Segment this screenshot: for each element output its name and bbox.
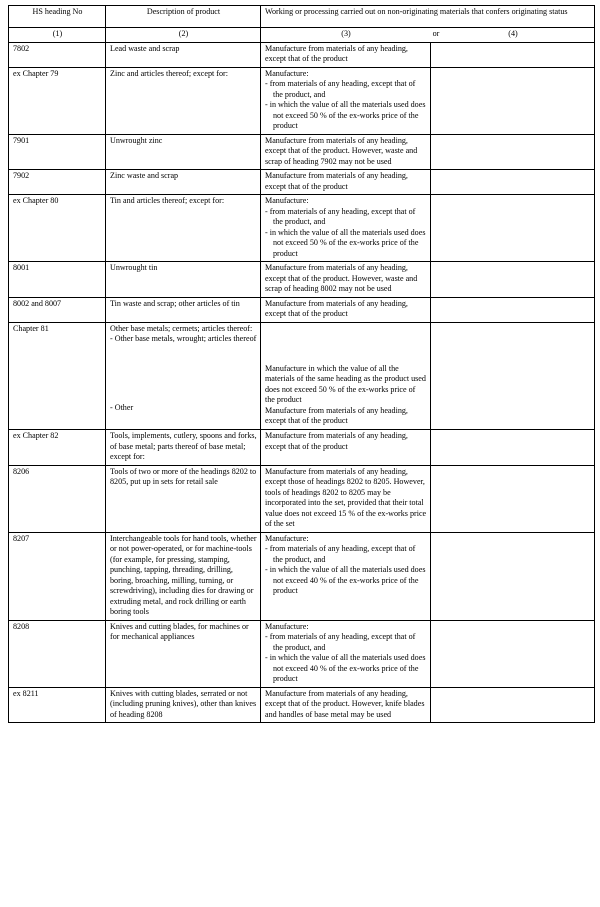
table-row <box>9 134 595 170</box>
product-description: Lead waste and scrap <box>106 42 261 67</box>
table-row <box>9 322 595 429</box>
desc-line: - Other base metals, wrought; articles thereof <box>110 334 257 344</box>
hs-code: ex Chapter 79 <box>9 67 106 134</box>
col-number-or-label: or <box>432 29 440 38</box>
processing-rule: Manufacture from materials of any heading, except that of the product <box>261 297 431 322</box>
desc-line: - Other <box>110 402 134 412</box>
rule-line: Manufacture: <box>265 533 309 543</box>
rule-line: Manufacture: <box>265 621 309 631</box>
processing-rule-alt <box>431 322 595 429</box>
product-description: Tools of two or more of the headings 8202 to 8205, put up in sets for retail sale <box>106 465 261 532</box>
header-working-processing: Working or processing carried out on non-originating materials that confers originating status <box>261 6 595 28</box>
col-number-2: (2) <box>106 28 261 43</box>
table-row <box>9 620 595 687</box>
product-description: Unwrought zinc <box>106 134 261 170</box>
processing-rule <box>261 620 431 687</box>
rule-line: - in which the value of all the materials used does not exceed 50 % of the ex-works price of the product <box>265 227 426 258</box>
col-number-3-4 <box>261 28 595 43</box>
product-description: Unwrought tin <box>106 262 261 298</box>
header-hs-heading: HS heading No <box>9 6 106 28</box>
processing-rule-alt <box>431 532 595 620</box>
processing-rule-alt <box>431 465 595 532</box>
origin-rules-table <box>8 5 595 723</box>
processing-rule: Manufacture from materials of any heading, except those of headings 8202 to 8205. However, tools of headings 8202 to 8205 may be incorporated into the set, provided that their total value does not exceed 15 % of the ex-works price of the set <box>261 465 431 532</box>
rule-line: Manufacture: <box>265 68 309 78</box>
rule-line: - from materials of any heading, except that of the product, and <box>265 79 416 99</box>
desc-line: Other base metals; cermets; articles thereof: <box>110 323 253 333</box>
table-row <box>9 297 595 322</box>
rule-line: - in which the value of all the materials used does not exceed 40 % of the ex-works price of the product <box>265 653 426 684</box>
table-row <box>9 465 595 532</box>
hs-code: ex 8211 <box>9 687 106 723</box>
processing-rule-alt <box>431 297 595 322</box>
processing-rule-alt <box>431 262 595 298</box>
processing-rule-alt <box>431 429 595 465</box>
hs-code: 7901 <box>9 134 106 170</box>
processing-rule <box>261 67 431 134</box>
product-description: Interchangeable tools for hand tools, whether or not power-operated, or for machine-tools (for example, for pressing, stamping, punching, tapping, threading, drilling, boring, broaching, milling, turning, or screwdriving), including dies for drawing or extruding metal, and rock drilling or earth boring tools <box>106 532 261 620</box>
product-description: Knives with cutting blades, serrated or not (including pruning knives), other than knives of heading 8208 <box>106 687 261 723</box>
hs-code: 8002 and 8007 <box>9 297 106 322</box>
table-column-number-row <box>9 28 595 43</box>
col-number-3: (3) <box>341 29 351 38</box>
rule-line: - from materials of any heading, except that of the product, and <box>265 544 416 564</box>
rule-line: - in which the value of all the materials used does not exceed 40 % of the ex-works price of the product <box>265 565 426 596</box>
rule-line: Manufacture in which the value of all the materials of the same heading as the product used does not exceed 50 % of the ex-works price of the product <box>265 363 426 405</box>
table-header-row <box>9 6 595 28</box>
hs-code: ex Chapter 80 <box>9 195 106 262</box>
processing-rule: Manufacture from materials of any heading, except that of the product. However, knife blades and handles of base metal may be used <box>261 687 431 723</box>
processing-rule: Manufacture from materials of any heading, except that of the product. However, waste and scrap of heading 8002 may not be used <box>261 262 431 298</box>
table-row <box>9 170 595 195</box>
processing-rule: Manufacture from materials of any heading, except that of the product <box>261 170 431 195</box>
processing-rule-alt <box>431 687 595 723</box>
hs-code: Chapter 81 <box>9 322 106 429</box>
table-row <box>9 195 595 262</box>
table-row <box>9 687 595 723</box>
hs-code: 8207 <box>9 532 106 620</box>
rule-line: Manufacture from materials of any heading, except that of the product <box>265 405 408 426</box>
hs-code: ex Chapter 82 <box>9 429 106 465</box>
hs-code: 8206 <box>9 465 106 532</box>
product-description: Tools, implements, cutlery, spoons and forks, of base metal; parts thereof of base metal; except for: <box>106 429 261 465</box>
col-number-1: (1) <box>9 28 106 43</box>
processing-rule <box>261 532 431 620</box>
rule-line: - in which the value of all the materials used does not exceed 50 % of the ex-works price of the product <box>265 100 426 131</box>
hs-code: 8001 <box>9 262 106 298</box>
processing-rule: Manufacture from materials of any heading, except that of the product. However, waste and scrap of heading 7902 may not be used <box>261 134 431 170</box>
product-description: Knives and cutting blades, for machines or for mechanical appliances <box>106 620 261 687</box>
processing-rule: Manufacture from materials of any heading, except that of the product <box>261 42 431 67</box>
product-description: Tin waste and scrap; other articles of tin <box>106 297 261 322</box>
hs-code: 8208 <box>9 620 106 687</box>
table-row <box>9 532 595 620</box>
rule-line: - from materials of any heading, except that of the product, and <box>265 632 416 652</box>
table-row <box>9 262 595 298</box>
processing-rule-alt <box>431 42 595 67</box>
processing-rule-alt <box>431 170 595 195</box>
processing-rule-alt <box>431 620 595 687</box>
processing-rule-alt <box>431 134 595 170</box>
rule-line: - from materials of any heading, except that of the product, and <box>265 206 416 227</box>
processing-rule-alt <box>431 67 595 134</box>
product-description: Zinc waste and scrap <box>106 170 261 195</box>
table-row <box>9 429 595 465</box>
header-description: Description of product <box>106 6 261 28</box>
table-row <box>9 67 595 134</box>
product-description: Zinc and articles thereof; except for: <box>106 67 261 134</box>
hs-code: 7802 <box>9 42 106 67</box>
processing-rule-alt <box>431 195 595 262</box>
product-description <box>106 322 261 429</box>
table-row <box>9 42 595 67</box>
processing-rule <box>261 322 431 429</box>
processing-rule: Manufacture from materials of any heading, except that of the product <box>261 429 431 465</box>
product-description: Tin and articles thereof; except for: <box>106 195 261 262</box>
rule-line: Manufacture: <box>265 196 309 206</box>
processing-rule <box>261 195 431 262</box>
hs-code: 7902 <box>9 170 106 195</box>
col-number-4: (4) <box>508 29 518 38</box>
